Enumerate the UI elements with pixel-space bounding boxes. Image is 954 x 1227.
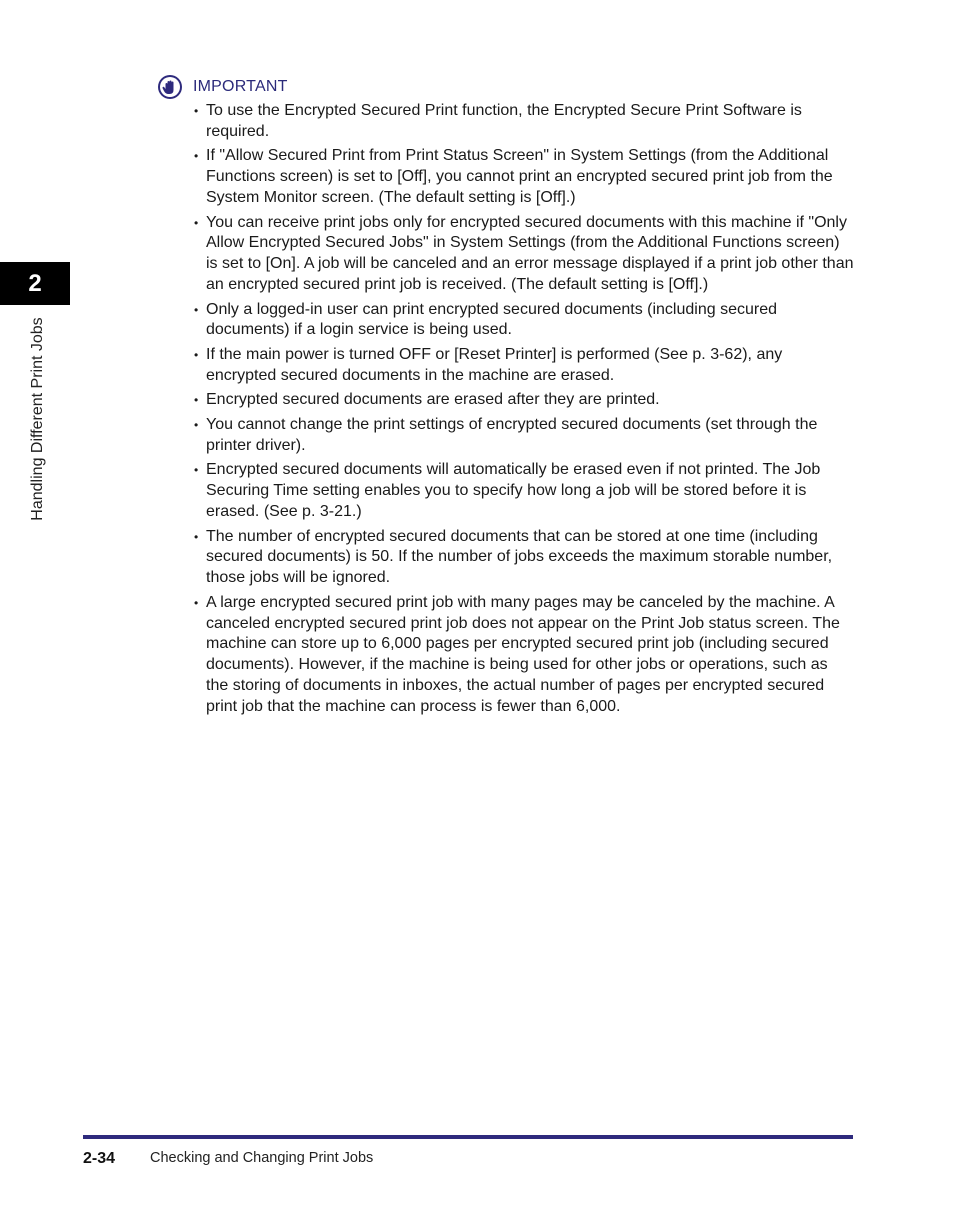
bullet-icon: • — [194, 347, 199, 362]
list-item: • To use the Encrypted Secured Print function, the Encrypted Secure Print Software is required. — [194, 102, 802, 140]
list-item: • Encrypted secured documents are erased after they are printed. — [194, 390, 854, 411]
chapter-tab — [0, 262, 70, 305]
list-item: • You can receive print jobs only for encrypted secured documents with this machine if "Only Allow Encrypted Secured Jobs" in System Settings (from the Additional Functions screen) is set to [On]. A job will be canceled and an error message displayed if a print job other than an encrypted secured print job is received. (The default setting is [Off].) — [194, 213, 854, 293]
bullet-icon: • — [194, 393, 199, 408]
important-list — [194, 101, 854, 721]
list-item: • You cannot change the print settings of encrypted secured documents (set through the printer driver). — [194, 415, 818, 454]
bullet-icon: • — [194, 417, 199, 432]
bullet-icon: • — [194, 463, 199, 478]
list-item: • The number of encrypted secured documents that can be stored at one time (including secured documents) is 50. If the number of jobs exceeds the maximum storable number, those jobs will be ignored. — [194, 527, 833, 587]
bullet-icon: • — [194, 595, 199, 610]
list-item: • Encrypted secured documents will automatically be erased even if not printed. The Job Securing Time setting enables you to specify how long a job will be stored before it is erased. (See p. 3-21.) — [194, 461, 821, 520]
footer-title: Checking and Changing Print Jobs — [150, 1150, 374, 1166]
bullet-icon: • — [194, 104, 199, 118]
list-item: • If the main power is turned OFF or [Reset Printer] is performed (See p. 3-62), any encrypted secured documents in the machine are erased. — [194, 345, 783, 384]
footer-divider — [83, 1135, 853, 1139]
important-heading: IMPORTANT — [193, 78, 288, 95]
bullet-icon: • — [194, 529, 199, 544]
list-item: • Only a logged-in user can print encrypted secured documents (including secured documents) if a login service is being used. — [194, 300, 777, 339]
page-number: 2-34 — [83, 1150, 116, 1167]
bullet-icon: • — [194, 302, 199, 317]
list-item: • A large encrypted secured print job with many pages may be canceled by the machine. A canceled encrypted secured print job does not appear on the Print Job status screen. The machine can store up to 6,000 pages per encrypted secured print job (including secured documents). However, if the machine is being used for other jobs or operations, such as the storing of documents in inboxes, the actual number of pages per encrypted secured print job that the machine can process is fewer than 6,000. — [194, 593, 840, 715]
list-item: • If "Allow Secured Print from Print Status Screen" in System Settings (from the Additional Functions screen) is set to [Off], you cannot print an encrypted secured print job from the System Monitor screen. (The default setting is [Off].) — [194, 147, 833, 206]
bullet-icon: • — [194, 215, 199, 230]
side-chapter-title: Handling Different Print Jobs — [29, 317, 46, 521]
hand-stop-icon — [157, 74, 183, 100]
bullet-icon: • — [194, 149, 199, 164]
chapter-number: 2 — [28, 269, 42, 297]
